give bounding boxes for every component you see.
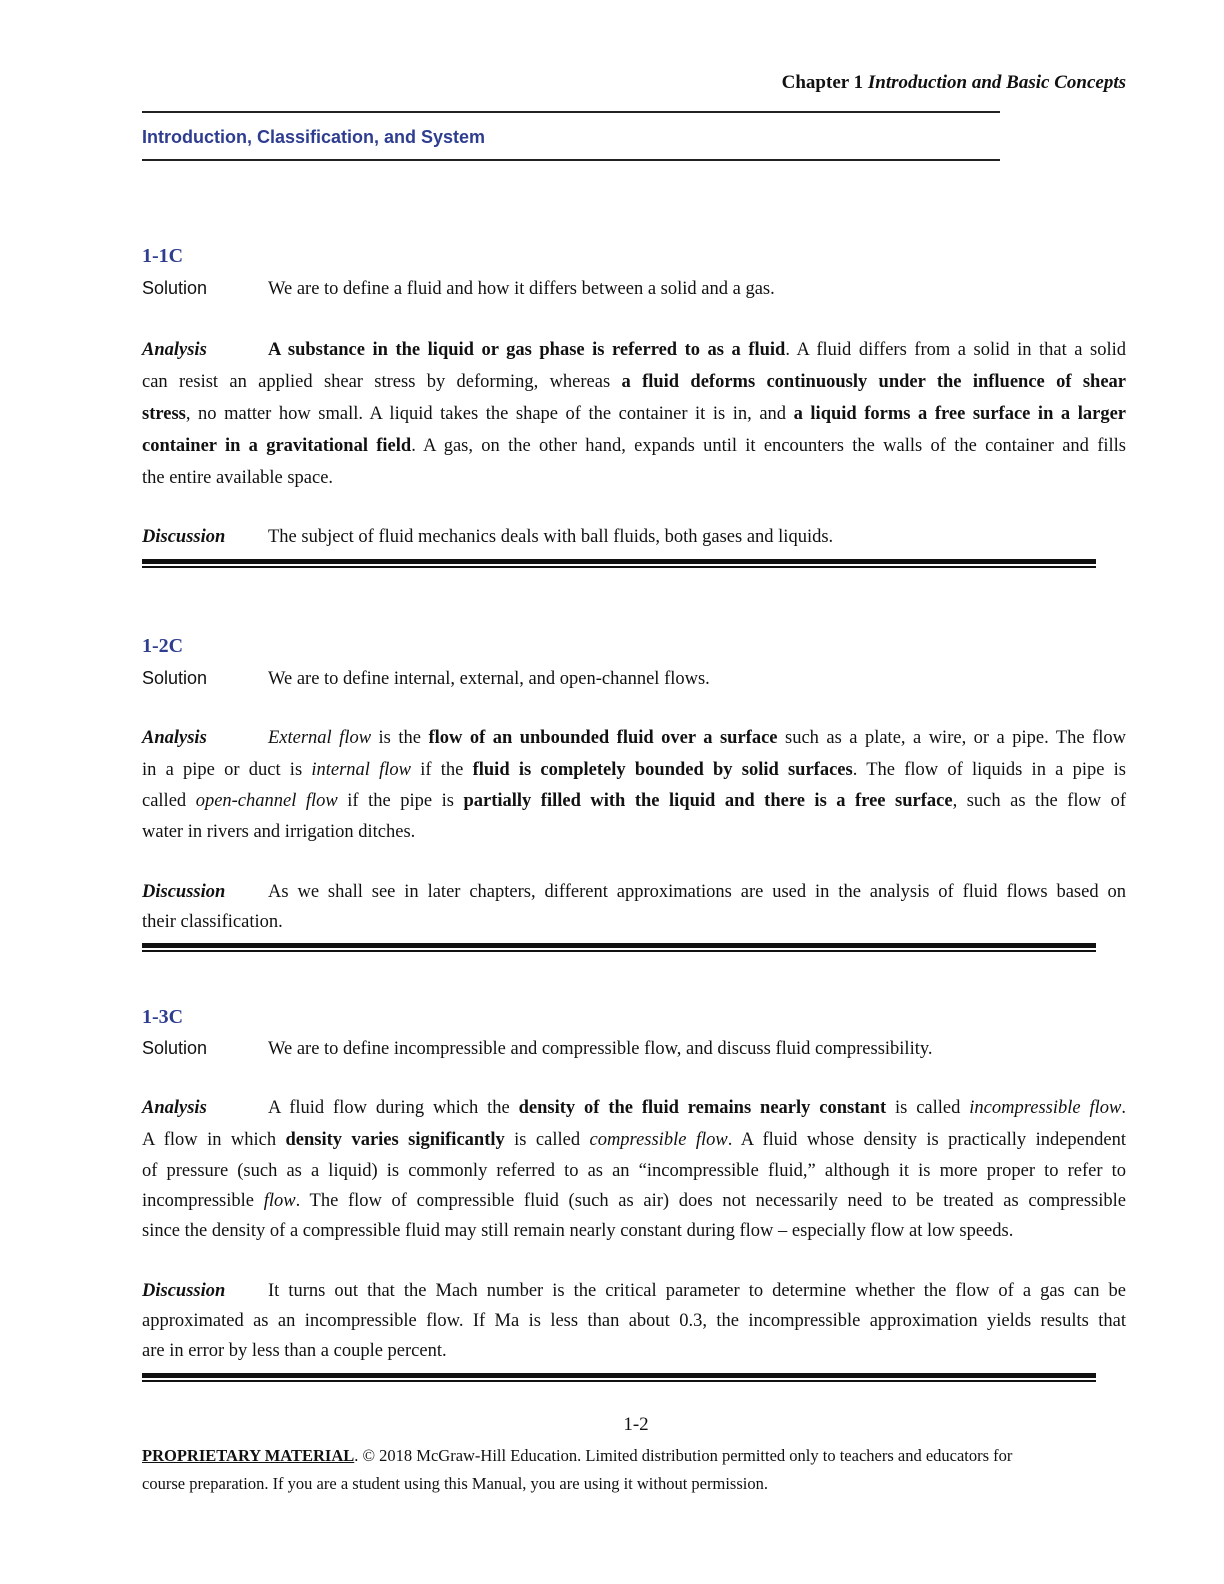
running-header xyxy=(782,72,1126,94)
solution-line xyxy=(142,1038,1126,1060)
text-run: A fluid flow during which the xyxy=(268,1098,519,1118)
text-run: . A gas, on the other hand, expands until it encounters the walls of the container and fills xyxy=(411,436,1126,456)
chapter-label: Chapter 1 xyxy=(781,72,864,93)
italic-text-run: External flow xyxy=(268,728,372,748)
bold-text-run: partially filled with the liquid and there is a free surface xyxy=(463,791,953,811)
discussion-text: It turns out that the Mach number is the critical parameter to determine whether the flow of a gas can be xyxy=(268,1281,1126,1301)
chapter-title: Introduction and Basic Concepts xyxy=(867,72,1126,93)
analysis-text xyxy=(268,728,1126,748)
text-run: incompressible xyxy=(142,1191,264,1211)
footer-line-2: course preparation. If you are a student using this Manual, you are using it without permission. xyxy=(142,1474,768,1493)
discussion-line: their classification. xyxy=(142,912,283,932)
problem-number: 1-1C xyxy=(142,245,184,267)
text-run: since the density of a compressible fluid may still remain nearly constant during flow – especially flow at low speeds. xyxy=(142,1221,1014,1241)
discussion-line xyxy=(142,1281,1126,1302)
bold-text-run: stress xyxy=(142,404,186,424)
solution-text: We are to define internal, external, and open-channel flows. xyxy=(268,669,710,689)
discussion-line xyxy=(142,882,1126,903)
problem-number: 1-3C xyxy=(142,1006,184,1028)
proprietary-label: PROPRIETARY MATERIAL xyxy=(142,1446,355,1465)
header-rule-top xyxy=(142,111,1000,113)
header-rule-bottom xyxy=(142,159,1000,161)
discussion-text: The subject of fluid mechanics deals with ball fluids, both gases and liquids. xyxy=(268,527,834,547)
section-title: Introduction, Classification, and System xyxy=(142,127,486,147)
analysis-line xyxy=(142,1161,1126,1182)
italic-text-run: compressible flow xyxy=(589,1130,728,1150)
text-run: water in rivers and irrigation ditches. xyxy=(142,822,416,842)
italic-text-run: internal flow xyxy=(311,760,412,780)
analysis-text xyxy=(268,1098,1126,1118)
discussion-label: Discussion xyxy=(142,1281,226,1301)
italic-text-run: flow xyxy=(263,1191,296,1211)
text-run: . A fluid whose density is practically independent xyxy=(727,1130,1126,1150)
solution-label: Solution xyxy=(142,668,208,688)
text-run: . The flow of liquids in a pipe is xyxy=(852,760,1127,780)
discussion-label: Discussion xyxy=(142,882,226,902)
discussion-line: are in error by less than a couple percent. xyxy=(142,1341,447,1361)
analysis-line xyxy=(142,436,1126,457)
analysis-line xyxy=(142,1130,1126,1151)
bold-text-run: a liquid forms a free surface in a larger xyxy=(793,404,1126,424)
footer-line-1 xyxy=(142,1446,1012,1466)
italic-text-run: open-channel flow xyxy=(195,791,338,811)
analysis-label: Analysis xyxy=(142,340,207,360)
text-run: . The flow of compressible fluid (such as air) does not necessarily need to be treated as compressible xyxy=(295,1191,1126,1211)
analysis-line xyxy=(142,760,1126,781)
text-run: if the pipe is xyxy=(337,791,464,811)
solution-text: We are to define incompressible and compressible flow, and discuss fluid compressibility. xyxy=(268,1039,933,1059)
discussion-label: Discussion xyxy=(142,527,226,547)
text-run: is called xyxy=(504,1130,590,1150)
bold-text-run: container in a gravitational field xyxy=(142,436,412,456)
text-run: called xyxy=(142,791,196,811)
analysis-line xyxy=(142,340,1126,361)
text-run: the entire available space. xyxy=(142,468,334,488)
footer-text-1: . © 2018 McGraw-Hill Education. Limited distribution permitted only to teachers and educators for xyxy=(354,1446,1013,1465)
text-run: A flow in which xyxy=(142,1130,286,1150)
italic-text-run: incompressible flow xyxy=(969,1098,1122,1118)
bold-text-run: A substance in the liquid or gas phase is referred to as a fluid xyxy=(268,340,786,360)
analysis-text xyxy=(268,340,1126,360)
text-run: . xyxy=(1121,1098,1126,1118)
bold-text-run: a fluid deforms continuously under the influence of shear xyxy=(621,372,1126,392)
text-run: if the xyxy=(411,760,473,780)
discussion-line xyxy=(142,527,1126,548)
analysis-line xyxy=(142,372,1126,393)
text-run: in a pipe or duct is xyxy=(142,760,312,780)
analysis-line xyxy=(142,822,1126,843)
solution-line xyxy=(142,278,1126,300)
section-divider xyxy=(142,559,1096,568)
discussion-line: approximated as an incompressible flow. If Ma is less than about 0.3, the incompressible approximation yields results that xyxy=(142,1311,1126,1331)
analysis-line xyxy=(142,728,1126,749)
bold-text-run: density of the fluid remains nearly constant xyxy=(518,1098,887,1118)
bold-text-run: fluid is completely bounded by solid surfaces xyxy=(472,760,853,780)
text-run: , no matter how small. A liquid takes the shape of the container it is in, and xyxy=(185,404,794,424)
analysis-label: Analysis xyxy=(142,728,207,748)
text-run: , such as the flow of xyxy=(952,791,1127,811)
text-run: such as a plate, a wire, or a pipe. The flow xyxy=(777,728,1127,748)
solution-label: Solution xyxy=(142,1038,208,1058)
analysis-line xyxy=(142,791,1126,812)
discussion-text: As we shall see in later chapters, different approximations are used in the analysis of fluid flows based on xyxy=(268,882,1126,902)
solution-line xyxy=(142,668,1126,690)
bold-text-run: flow of an unbounded fluid over a surface xyxy=(428,728,778,748)
analysis-line xyxy=(142,1221,1126,1242)
text-run: is called xyxy=(886,1098,970,1118)
bold-text-run: density varies significantly xyxy=(285,1130,505,1150)
analysis-line xyxy=(142,404,1126,425)
analysis-label: Analysis xyxy=(142,1098,207,1118)
section-divider xyxy=(142,943,1096,952)
analysis-line xyxy=(142,1191,1126,1212)
analysis-line xyxy=(142,468,1126,489)
page-number: 1-2 xyxy=(623,1414,649,1435)
text-run: is the xyxy=(371,728,429,748)
solution-text: We are to define a fluid and how it differs between a solid and a gas. xyxy=(268,279,775,299)
analysis-line xyxy=(142,1098,1126,1119)
problem-number: 1-2C xyxy=(142,635,184,657)
solution-label: Solution xyxy=(142,278,208,298)
text-run: . A fluid differs from a solid in that a solid xyxy=(785,340,1126,360)
text-run: of pressure (such as a liquid) is commonly referred to as an “incompressible fluid,” although it is more proper to refer to xyxy=(142,1161,1126,1181)
section-divider xyxy=(142,1373,1096,1382)
text-run: can resist an applied shear stress by deforming, whereas xyxy=(142,372,622,392)
